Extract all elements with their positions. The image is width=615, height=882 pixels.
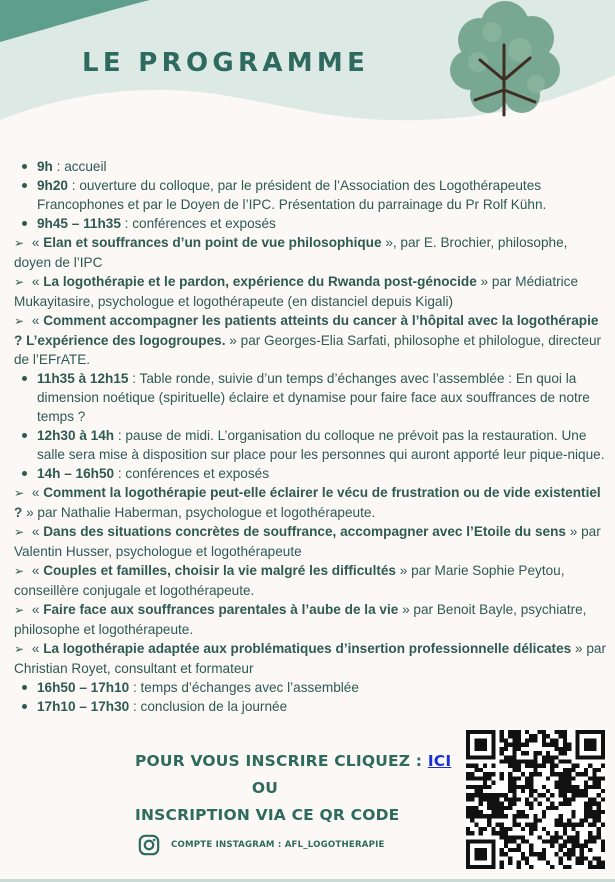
page-title: LE PROGRAMME: [82, 48, 370, 78]
talk-item: [14, 600, 606, 639]
schedule-time: 9h20: [37, 178, 68, 193]
program-content: [14, 157, 606, 716]
talk-title: Couples et familles, choisir la vie malgré les difficultés: [43, 563, 396, 578]
tree-icon: [440, 0, 570, 125]
schedule-item: [14, 369, 606, 426]
schedule-item: [14, 214, 606, 233]
schedule-time: 17h10 – 17h30: [37, 699, 130, 714]
talk-item: [14, 561, 606, 600]
quote-open: «: [28, 602, 44, 617]
talk-title: Elan et souffrances d’un point de vue philosophique: [43, 235, 382, 250]
talk-speaker: » par Valentin Husser, psychologue et logothérapeute: [14, 524, 601, 559]
schedule-item: [14, 157, 606, 176]
quote-open: «: [28, 485, 44, 500]
schedule-item: [14, 176, 606, 214]
signup-link[interactable]: ICI: [427, 752, 452, 770]
talk-item: [14, 272, 606, 311]
schedule-item: [14, 678, 606, 697]
schedule-time: 9h45 – 11h35: [37, 216, 121, 231]
quote-open: «: [28, 563, 44, 578]
schedule-text: : pause de midi. L’organisation du colloque ne prévoit pas la restauration. Une salle sera mise à disposition sur place pour les personnes qui auront apporté leur pique-nique.: [37, 428, 605, 462]
qr-cta: INSCRIPTION VIA CE QR CODE: [135, 806, 400, 824]
talk-item: [14, 233, 606, 272]
arrow-icon: ➢: [14, 236, 25, 250]
talk-speaker: » par Marie Sophie Peytou, conseillère conjugale et logothérapeute.: [14, 563, 565, 598]
talk-item: [14, 522, 606, 561]
quote-open: «: [28, 274, 44, 289]
schedule-time: 11h35 à 12h15: [37, 371, 129, 386]
arrow-icon: ➢: [14, 642, 25, 656]
schedule-item: [14, 464, 606, 483]
quote-open: «: [28, 235, 44, 250]
schedule-text: : accueil: [52, 159, 107, 174]
quote-open: «: [28, 524, 44, 539]
talk-speaker: » par Benoit Bayle, psychiatre, philosophe et logothérapeute.: [14, 602, 587, 637]
talk-item: [14, 483, 606, 522]
arrow-icon: ➢: [14, 603, 25, 617]
talk-speaker: » par Christian Royet, consultant et formateur: [14, 641, 606, 676]
talk-item: [14, 639, 606, 678]
arrow-icon: ➢: [14, 525, 25, 539]
schedule-item: [14, 697, 606, 716]
instagram-icon: [138, 834, 160, 856]
quote-open: «: [28, 641, 44, 656]
talk-title: La logothérapie adaptée aux problématiques d’insertion professionnelle délicates: [43, 641, 572, 656]
talk-speaker: », par E. Brochier, philosophe, doyen de l’IPC: [14, 235, 568, 270]
talk-title: Dans des situations concrètes de souffrance, accompagner avec l’Etoile du sens: [43, 524, 566, 539]
signup-cta-text: POUR VOUS INSCRIRE CLIQUEZ :: [135, 752, 428, 770]
qr-code[interactable]: [466, 730, 605, 869]
talk-speaker: » par Nathalie Haberman, psychologue et logothérapeute.: [22, 505, 376, 520]
arrow-icon: ➢: [14, 314, 25, 328]
talk-item: [14, 311, 606, 369]
talk-speaker: » par Médiatrice Mukayitasire, psychologue et logothérapeute (en distanciel depuis Kigali): [14, 274, 579, 309]
schedule-text: : conclusion de la journée: [129, 699, 288, 714]
quote-open: «: [28, 313, 44, 328]
schedule-item: [14, 426, 606, 464]
talk-title: La logothérapie et le pardon, expérience du Rwanda post-génocide: [43, 274, 477, 289]
arrow-icon: ➢: [14, 486, 25, 500]
signup-cta: [135, 752, 452, 770]
instagram-row[interactable]: [138, 833, 385, 857]
arrow-icon: ➢: [14, 275, 25, 289]
schedule-time: 16h50 – 17h10: [37, 680, 130, 695]
schedule-text: : Table ronde, suivie d’un temps d’échanges avec l’assemblée : En quoi la dimension noétique (spirituelle) éclaire et dynamise pour faire face aux souffrances de notre temps ?: [37, 371, 590, 424]
arrow-icon: ➢: [14, 564, 25, 578]
schedule-time: 12h30 à 14h: [37, 428, 115, 443]
schedule-text: : temps d’échanges avec l’assemblée: [129, 680, 359, 695]
schedule-text: : conférences et exposés: [114, 466, 270, 481]
talk-speaker: » par Georges-Elia Sarfati, philosophe et philologue, directeur de l’EFrATE.: [14, 333, 602, 367]
talk-title: Comment la logothérapie peut-elle éclairer le vécu de frustration ou de vide existentiel ?: [14, 485, 601, 520]
instagram-handle: COMPTE INSTAGRAM : AFL_LOGOTHERAPIE: [171, 840, 385, 850]
schedule-text: : conférences et exposés: [120, 216, 276, 231]
schedule-text: : ouverture du colloque, par le président de l’Association des Logothérapeutes Francophones et par le Doyen de l’IPC. Présentation du parrainage du Pr Rolf Kühn.: [37, 178, 547, 212]
talk-title: Faire face aux souffrances parentales à l’aube de la vie: [43, 602, 399, 617]
talk-title: Comment accompagner les patients atteints du cancer à l’hôpital avec la logothérapie ? L’expérience des logogroupes.: [14, 313, 599, 348]
schedule-time: 9h: [37, 159, 53, 174]
schedule-time: 14h – 16h50: [37, 466, 115, 481]
cta-or: OU: [251, 779, 279, 797]
